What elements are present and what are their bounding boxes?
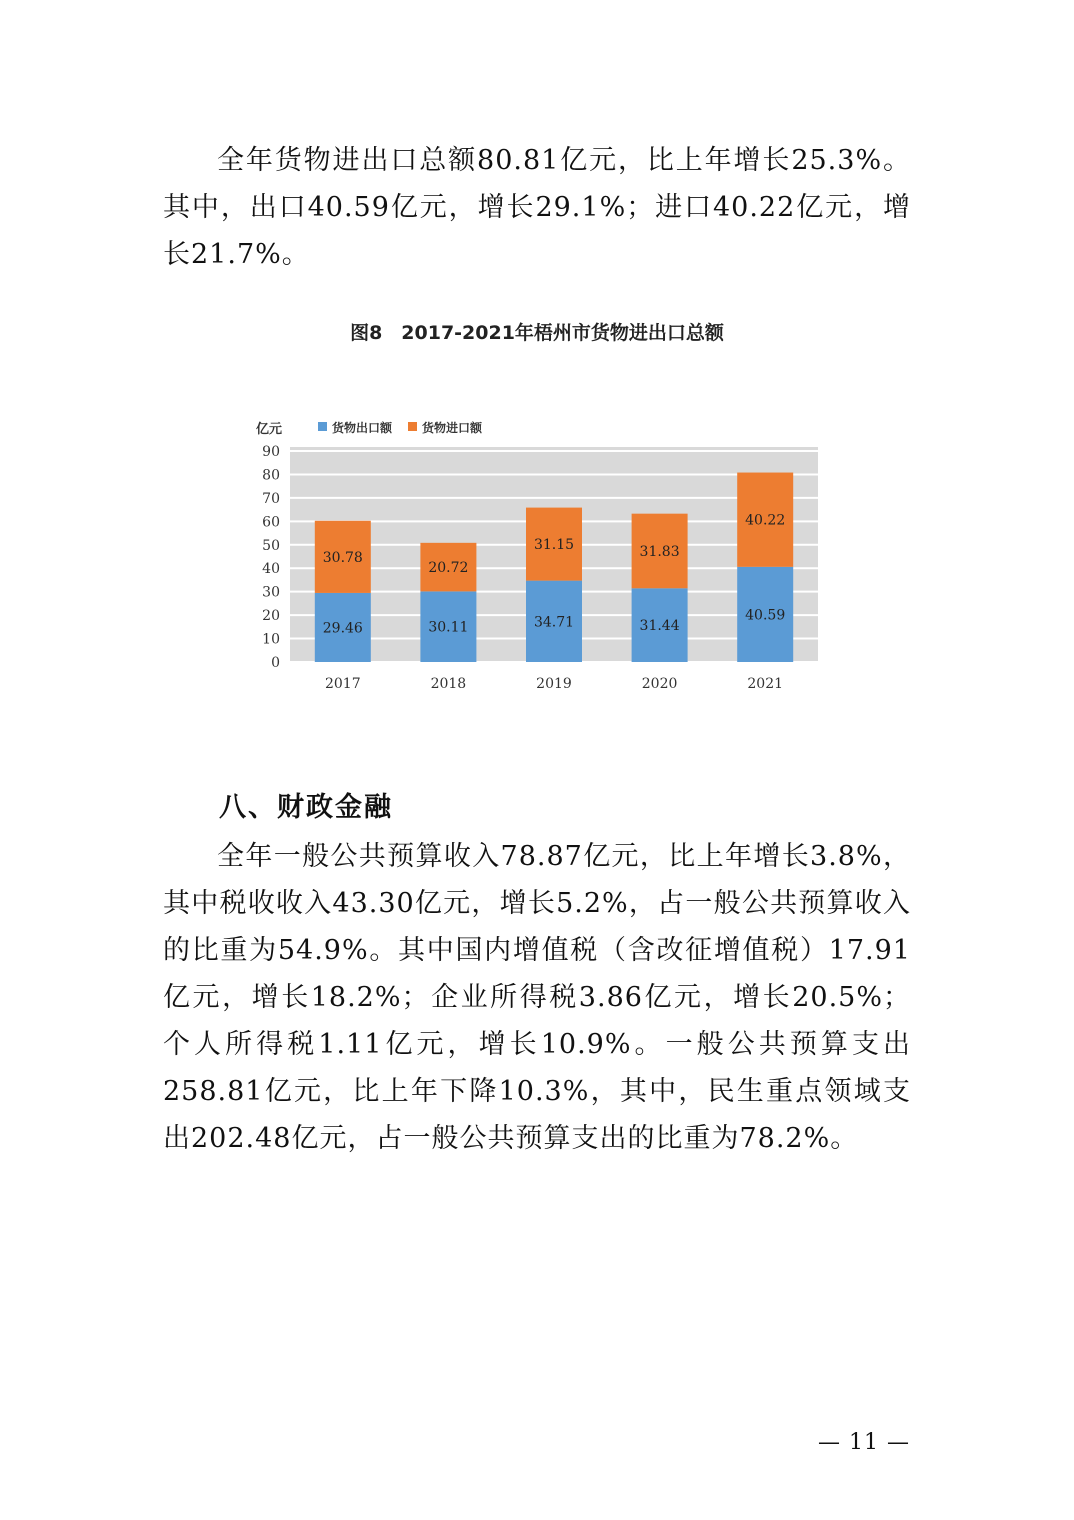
y-tick-label: 0 bbox=[271, 655, 280, 671]
data-label-2018-series-1: 30.11 bbox=[428, 619, 469, 636]
x-tick-label: 2017 bbox=[324, 676, 361, 692]
x-tick-label: 2018 bbox=[430, 676, 467, 692]
y-tick-label: 30 bbox=[262, 584, 280, 601]
x-tick-label: 2021 bbox=[747, 676, 784, 692]
y-tick-label: 70 bbox=[262, 490, 280, 507]
trade-stacked-bar-chart bbox=[252, 410, 832, 700]
data-label-2019-series-1: 34.71 bbox=[533, 614, 575, 631]
paragraph-finance-text: 全年一般公共预算收入78.87亿元，比上年增长3.8%，其中税收收入43.30亿元，增长5.2%，占一般公共预算收入的比重为54.9%。其中国内增值税（含改征增值税）17.91亿元，增长18.2%；企业所得税3.86亿元，增长20.5%；个人所得税1.11亿元，增长10.9%。一般公共预算支出258.81亿元，比上年下降10.3%，其中，民生重点领域支出202.48亿元，占一般公共预算支出的比重为78.2%。 bbox=[163, 841, 911, 1154]
legend-label-1: 货物出口额 bbox=[332, 421, 393, 435]
figure-title: 图8 2017-2021年梧州市货物进出口总额 bbox=[350, 322, 724, 344]
legend-swatch-1 bbox=[318, 422, 327, 431]
y-tick-label: 80 bbox=[262, 467, 280, 484]
paragraph-finance bbox=[163, 833, 911, 1162]
x-tick-label: 2019 bbox=[536, 676, 572, 692]
legend-swatch-2 bbox=[408, 422, 417, 431]
data-label-2019-series-2: 31.15 bbox=[533, 537, 575, 554]
data-label-2018-series-2: 20.72 bbox=[428, 560, 469, 577]
legend-label-2: 货物进口额 bbox=[422, 421, 483, 435]
paragraph-trade-text: 全年货物进出口总额80.81亿元，比上年增长25.3%。其中，出口40.59亿元，增长29.1%；进口40.22亿元，增长21.7%。 bbox=[163, 145, 911, 270]
y-unit-label: 亿元 bbox=[256, 422, 283, 437]
data-label-2020-series-1: 31.44 bbox=[639, 618, 680, 635]
y-tick-label: 90 bbox=[262, 444, 280, 460]
y-tick-label: 50 bbox=[262, 537, 280, 554]
y-tick-label: 20 bbox=[262, 608, 280, 625]
y-tick-label: 60 bbox=[262, 514, 280, 531]
y-tick-label: 40 bbox=[262, 561, 280, 578]
data-label-2017-series-1: 29.46 bbox=[322, 620, 363, 637]
page-number: — 11 — bbox=[818, 1430, 910, 1455]
data-label-2021-series-2: 40.22 bbox=[745, 512, 786, 529]
section-heading: 八、财政金融 bbox=[219, 792, 393, 823]
paragraph-trade bbox=[163, 137, 911, 278]
y-tick-label: 10 bbox=[262, 631, 280, 648]
data-label-2020-series-2: 31.83 bbox=[639, 543, 680, 560]
x-tick-label: 2020 bbox=[641, 676, 678, 692]
data-label-2021-series-1: 40.59 bbox=[745, 607, 786, 624]
data-label-2017-series-2: 30.78 bbox=[322, 549, 363, 566]
